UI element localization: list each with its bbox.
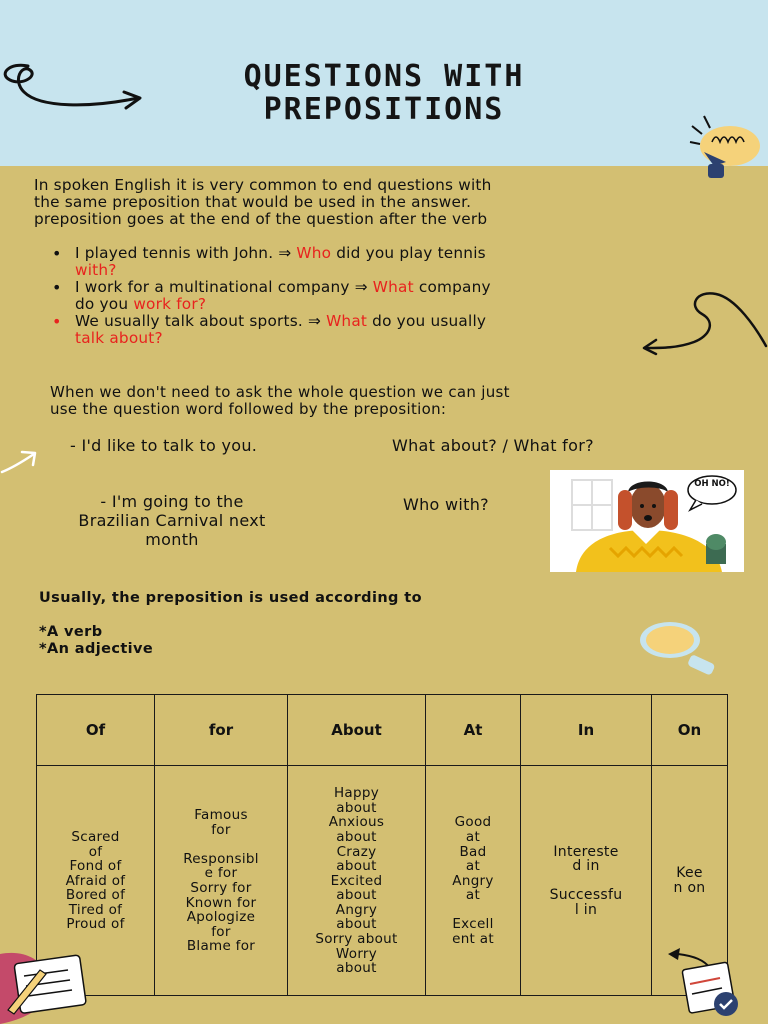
cell-text: Scared of Fond of Afraid of Bored of Tired of Proud of bbox=[65, 828, 126, 933]
example-question: company bbox=[413, 278, 491, 296]
cell-text: Happy about Anxious about Crazy about Excited about Angry about Sorry about Worry about bbox=[315, 785, 398, 977]
table-cell bbox=[426, 767, 520, 995]
page-title-line-2: PREPOSITIONS bbox=[263, 92, 505, 127]
example-question: do you usually bbox=[367, 312, 487, 330]
intro-paragraph bbox=[34, 177, 734, 228]
bullet: • bbox=[52, 278, 62, 297]
table-cell bbox=[521, 767, 651, 995]
example-question: do you bbox=[75, 295, 134, 313]
table-header: On bbox=[677, 721, 702, 739]
example-preposition: talk about? bbox=[75, 329, 163, 347]
cell-text: Famous for Responsibl e for Sorry for Known for Apologize for Blame for bbox=[183, 807, 259, 955]
document-check-icon bbox=[664, 946, 768, 1022]
intro-line: In spoken English it is very common to end questions with bbox=[34, 176, 492, 194]
sentence-line: - I'm going to the bbox=[100, 492, 244, 511]
speech-bubble-text: OH NO! bbox=[694, 479, 730, 489]
example-sentence: We usually talk about sports. ⇒ bbox=[75, 312, 327, 330]
paragraph-line: use the question word followed by the preposition: bbox=[50, 400, 447, 418]
cell-text: Kee n on bbox=[673, 865, 706, 896]
worried-man-illustration bbox=[550, 470, 744, 572]
clipboard-icon bbox=[0, 950, 110, 1024]
table-header: At bbox=[463, 721, 483, 739]
short-example-sentence: - I'd like to talk to you. bbox=[70, 436, 258, 455]
arrow-icon bbox=[0, 446, 42, 476]
examples-list bbox=[52, 245, 702, 347]
example-sentence: I played tennis with John. ⇒ bbox=[75, 244, 297, 262]
table-header: About bbox=[331, 721, 382, 739]
usage-item: *An adjective bbox=[39, 641, 154, 657]
usage-item: *A verb bbox=[39, 624, 103, 640]
short-example-answer: What about? / What for? bbox=[392, 436, 594, 455]
cell-text: Intereste d in Successfu l in bbox=[549, 843, 623, 918]
intro-line: the same preposition that would be used in the answer. bbox=[34, 193, 472, 211]
page-title-line-1: QUESTIONS WITH bbox=[243, 59, 525, 94]
cell-text: Good at Bad at Angry at Excell ent at bbox=[452, 814, 494, 948]
list-item bbox=[52, 245, 702, 279]
magnifier-icon bbox=[636, 616, 720, 676]
example-preposition: work for? bbox=[133, 295, 207, 313]
list-item bbox=[52, 313, 702, 347]
short-example-answer: Who with? bbox=[403, 495, 489, 514]
table-header: In bbox=[577, 721, 595, 739]
lightbulb-icon bbox=[684, 112, 768, 184]
bullet: • bbox=[52, 312, 62, 331]
intro-line: preposition goes at the end of the question after the verb bbox=[34, 210, 488, 228]
prepositions-table bbox=[36, 694, 728, 996]
question-word: Who bbox=[296, 244, 332, 262]
example-question: did you play tennis bbox=[331, 244, 486, 262]
list-item bbox=[52, 279, 702, 313]
example-preposition: with? bbox=[75, 261, 117, 279]
squiggle-arrow-icon bbox=[636, 288, 768, 360]
sentence-line: month bbox=[145, 530, 199, 549]
table-cell bbox=[155, 767, 287, 995]
table-header: Of bbox=[85, 721, 106, 739]
table-header: for bbox=[208, 721, 234, 739]
example-sentence: I work for a multinational company ⇒ bbox=[75, 278, 373, 296]
question-word: What bbox=[372, 278, 414, 296]
usage-heading: Usually, the preposition is used according to bbox=[39, 590, 422, 606]
header-banner bbox=[0, 0, 768, 166]
question-word: What bbox=[326, 312, 368, 330]
paragraph-line: When we don't need to ask the whole question we can just bbox=[50, 383, 510, 401]
table-cell bbox=[288, 767, 425, 995]
bullet: • bbox=[52, 244, 62, 263]
short-example-sentence bbox=[62, 492, 282, 549]
sentence-line: Brazilian Carnival next bbox=[78, 511, 266, 530]
short-question-paragraph bbox=[50, 384, 510, 418]
